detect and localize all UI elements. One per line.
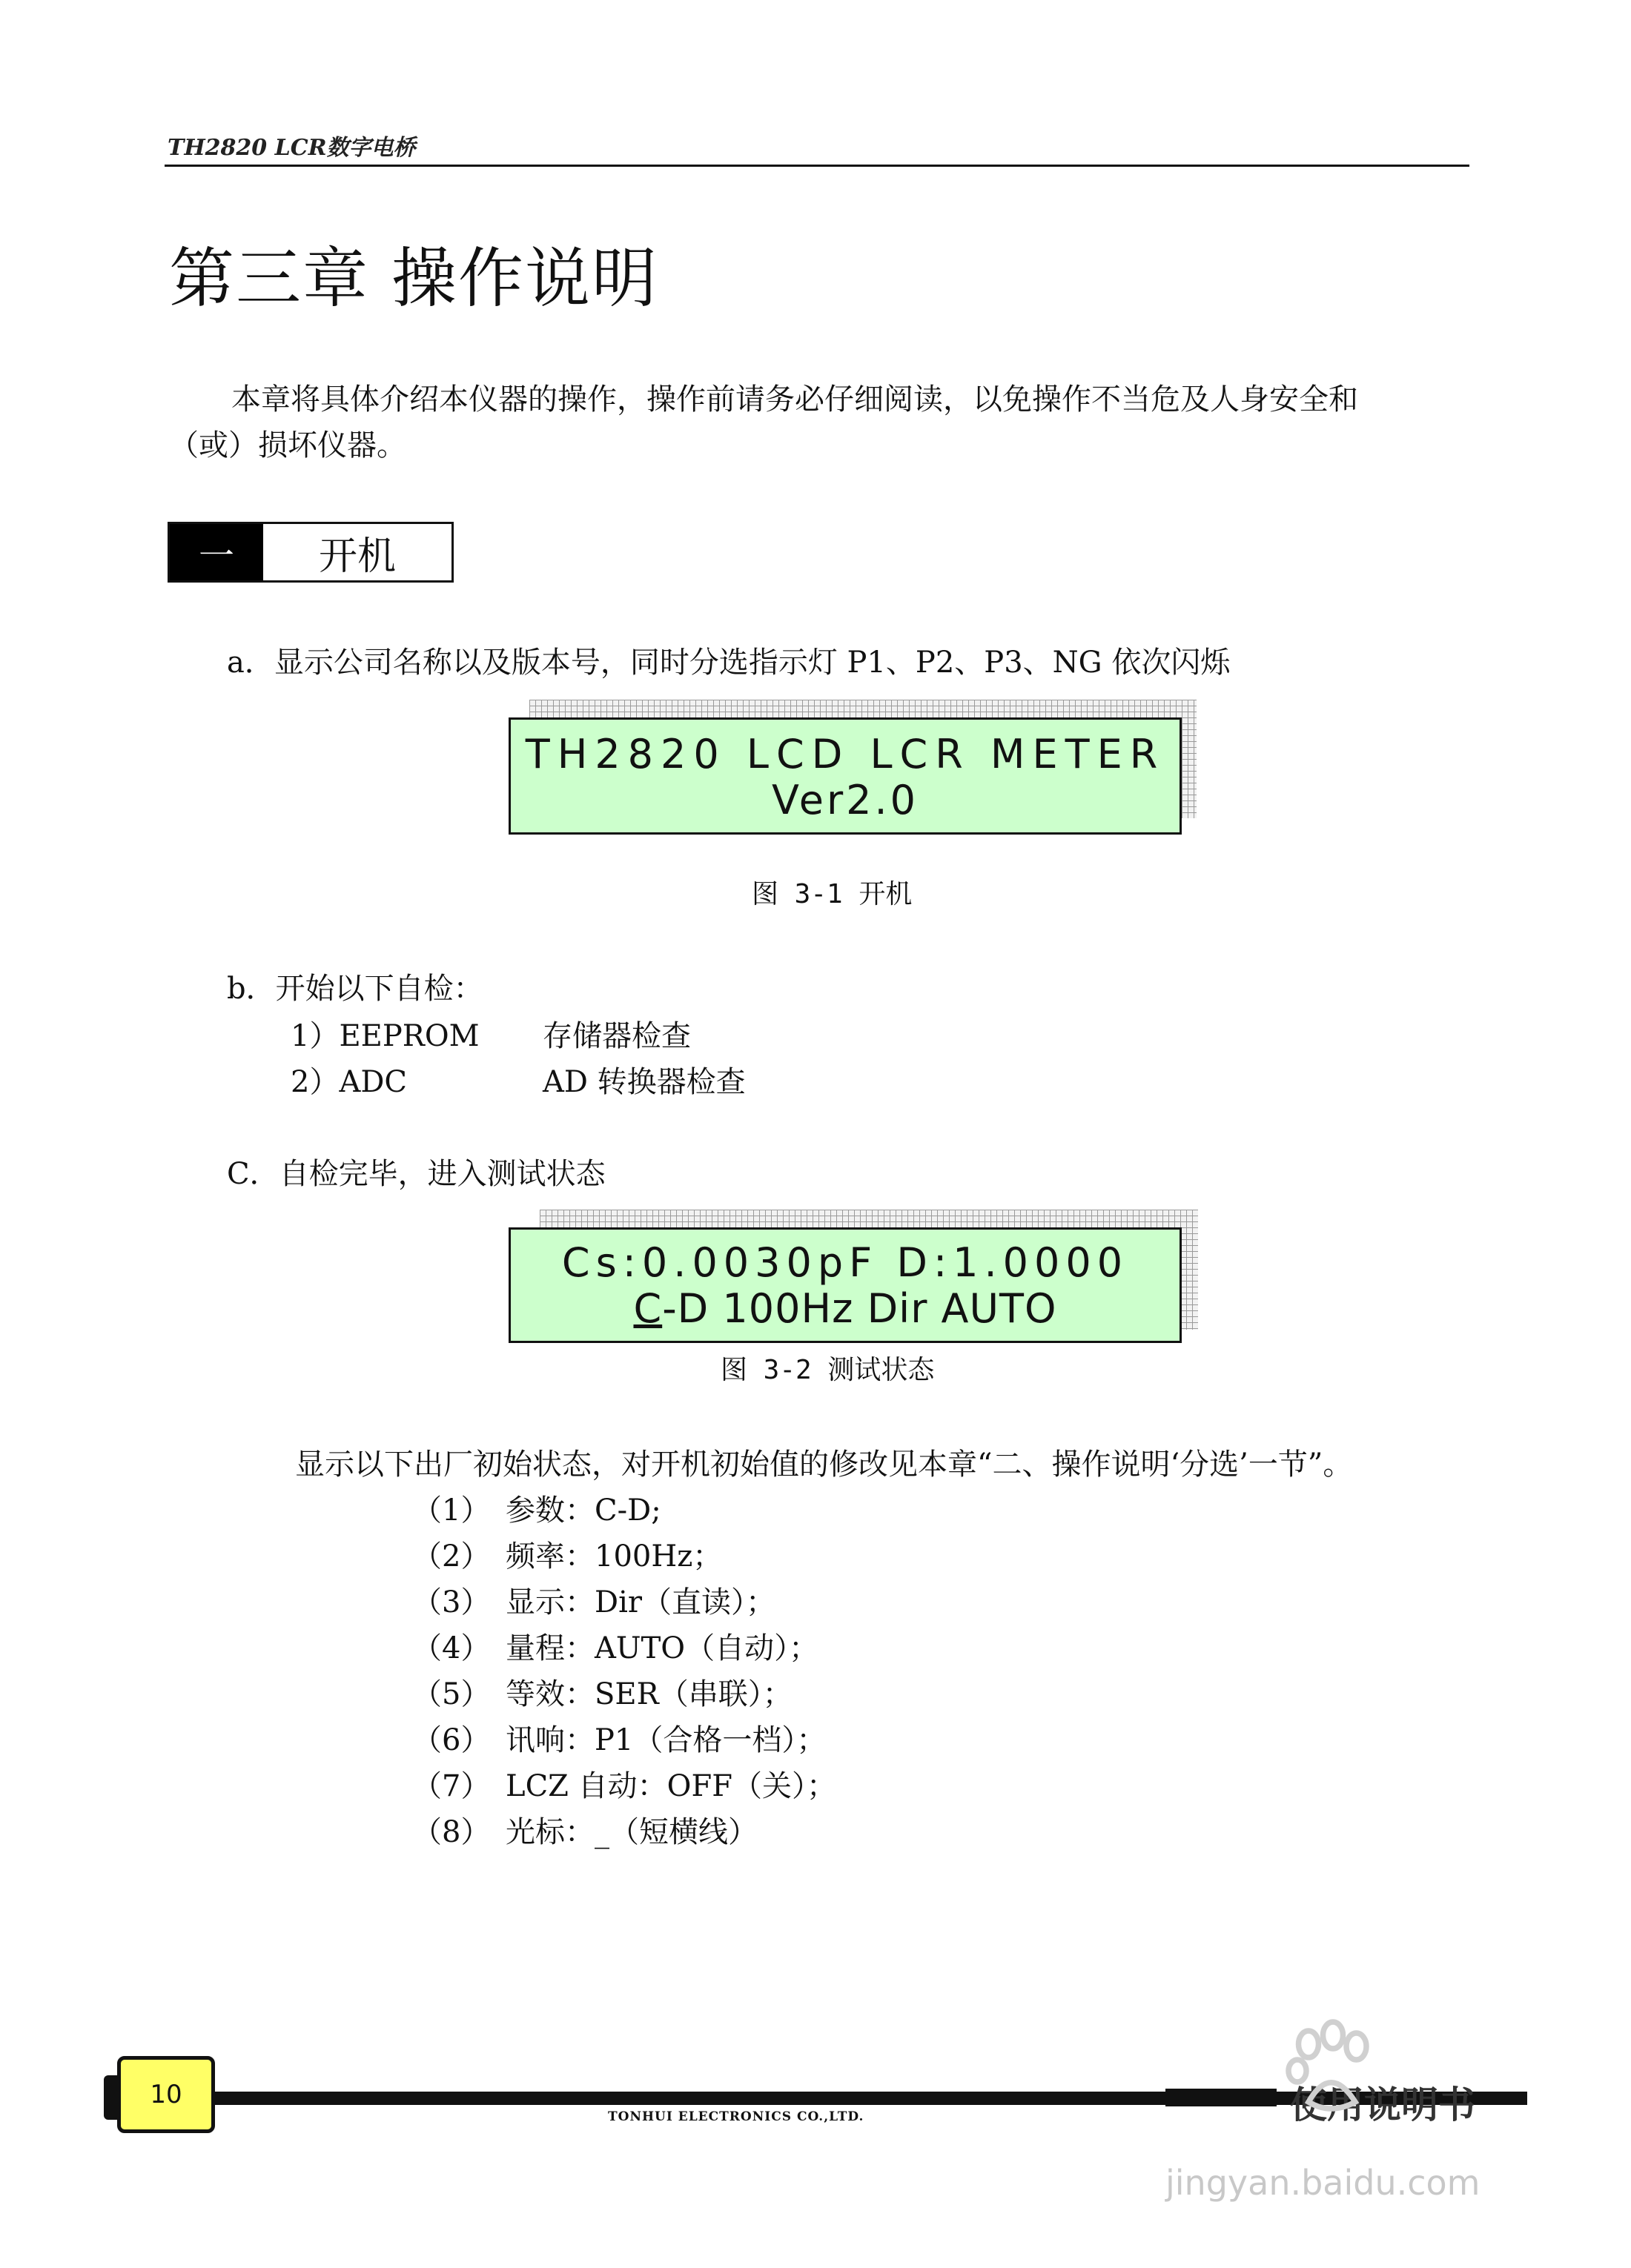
item-number: （7） bbox=[412, 1769, 491, 1803]
default-setting-item bbox=[412, 1717, 1079, 1757]
manual-label: 使用说明书 bbox=[1290, 2083, 1475, 2126]
self-check-row bbox=[291, 1058, 884, 1099]
self-check-desc: AD 转换器检查 bbox=[543, 1065, 746, 1099]
paw-watermark-icon bbox=[1275, 2013, 1386, 2124]
default-setting-item bbox=[412, 1625, 1079, 1665]
step-c-text: C．自检完毕，进入测试状态 bbox=[227, 1157, 606, 1191]
section-number: 一 bbox=[170, 524, 263, 580]
intro-paragraph bbox=[169, 377, 1474, 468]
self-check-item: 1）EEPROM bbox=[291, 1019, 480, 1053]
default-setting-item bbox=[412, 1533, 1079, 1574]
lcd-cursor-char: C bbox=[633, 1285, 663, 1332]
lcd-display-startup bbox=[509, 717, 1182, 835]
default-setting-item bbox=[412, 1487, 1079, 1528]
lcd-row-2: Ver2.0 bbox=[771, 777, 919, 823]
lcd-row-2 bbox=[511, 1286, 1180, 1332]
figure-caption: 图 3-1 开机 bbox=[752, 879, 913, 909]
default-setting-item bbox=[412, 1671, 1079, 1711]
item-text: 显示：Dir（直读）； bbox=[506, 1585, 775, 1619]
running-header: TH2820 LCR数字电桥 bbox=[168, 135, 416, 161]
chapter-title: 第三章 操作说明 bbox=[169, 240, 658, 316]
self-check-item: 2）ADC bbox=[291, 1065, 408, 1099]
lcd-row-1: TH2820 LCD LCR METER bbox=[525, 731, 1165, 777]
step-a-text: a．显示公司名称以及版本号，同时分选指示灯 P1、P2、P3、NG 依次闪烁 bbox=[227, 646, 1231, 680]
item-number: （3） bbox=[412, 1585, 491, 1619]
company-name: TONHUI ELECTRONICS CO.,LTD. bbox=[608, 2109, 864, 2124]
item-text: 参数：C-D; bbox=[506, 1493, 661, 1528]
item-text: 讯响：P1（合格一档）； bbox=[506, 1723, 827, 1757]
intro-line-2: （或）损坏仪器。 bbox=[169, 428, 406, 462]
manual-decoration bbox=[1165, 2089, 1277, 2106]
page-number-badge: 10 bbox=[117, 2056, 215, 2133]
self-check-row bbox=[291, 1012, 884, 1053]
item-text: 频率：100Hz； bbox=[506, 1539, 723, 1574]
item-text: 光标：_（短横线） bbox=[506, 1815, 758, 1849]
item-number: （5） bbox=[412, 1677, 491, 1711]
default-setting-item bbox=[412, 1808, 1079, 1849]
lcd-row-1: Cs:0.0030pF D:1.0000 bbox=[561, 1239, 1129, 1286]
step-b-text: b．开始以下自检： bbox=[227, 972, 483, 1006]
item-text: 等效：SER（串联）； bbox=[506, 1677, 793, 1711]
watermark-url: jingyan.baidu.com bbox=[1165, 2163, 1481, 2203]
item-number: （1） bbox=[412, 1493, 491, 1528]
item-number: （4） bbox=[412, 1631, 491, 1665]
intro-line-1: 本章将具体介绍本仪器的操作，操作前请务必仔细阅读，以免操作不当危及人身安全和 bbox=[231, 382, 1358, 417]
item-number: （8） bbox=[412, 1815, 491, 1849]
lcd-display-test-state bbox=[509, 1227, 1182, 1343]
item-number: （6） bbox=[412, 1723, 491, 1757]
default-setting-item bbox=[412, 1579, 1079, 1619]
section-heading bbox=[168, 522, 454, 583]
self-check-desc: 存储器检查 bbox=[543, 1019, 691, 1053]
item-text: 量程：AUTO（自动）； bbox=[506, 1631, 819, 1665]
figure-caption: 图 3-2 测试状态 bbox=[721, 1355, 935, 1385]
header-rule bbox=[165, 165, 1469, 167]
lcd-row-2-text: -D 100Hz Dir AUTO bbox=[662, 1285, 1057, 1332]
item-text: LCZ 自动：OFF（关）； bbox=[506, 1769, 836, 1803]
defaults-intro: 显示以下出厂初始状态，对开机初始值的修改见本章“二、操作说明‘分选’一节”。 bbox=[295, 1448, 1353, 1482]
default-setting-item bbox=[412, 1763, 1079, 1803]
section-title: 开机 bbox=[318, 534, 396, 579]
item-number: （2） bbox=[412, 1539, 491, 1574]
